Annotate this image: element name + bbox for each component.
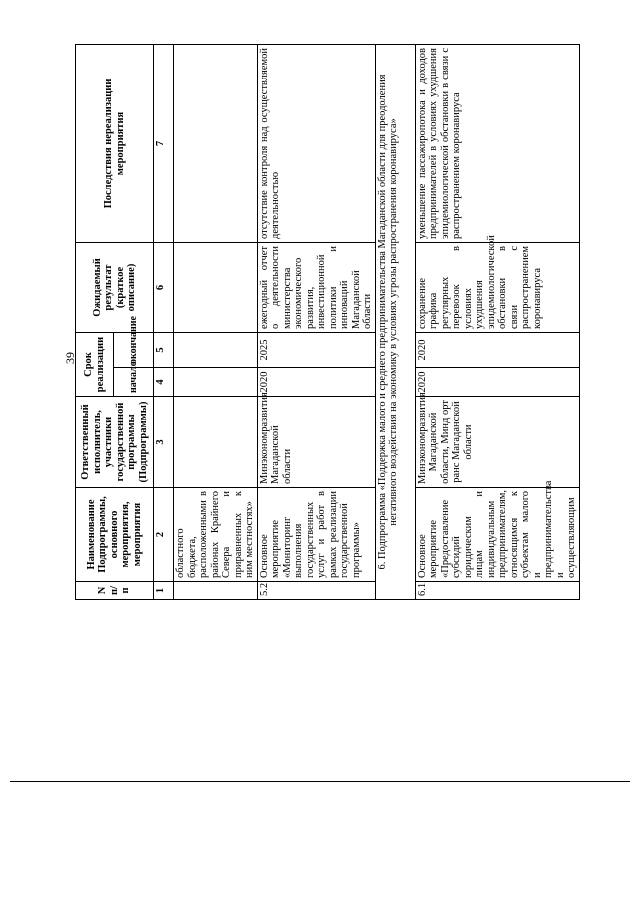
header-num: N п/п (76, 582, 154, 600)
row-start: 2020 (257, 368, 375, 397)
column-number: 7 (154, 45, 174, 243)
table-row (174, 45, 258, 600)
row-consequence: отсутствие контроля над осуществляемой деятельностью (257, 45, 375, 243)
row-executor: Минэкономразвития Магаданской области (257, 397, 375, 488)
header-executor: Ответственный исполнитель, участники государственной программы (Подпрограммы) (76, 397, 154, 488)
header-name: Наименование Подпрограммы, основного мероприятия, мероприятия (76, 488, 154, 582)
rotated-table-container (75, 45, 577, 600)
row-executor: Минэкономразвития Магаданской области, Минд орт ранс Магаданской области (415, 397, 579, 488)
row-start (174, 368, 258, 397)
column-number: 3 (154, 397, 174, 488)
row-name: областного бюджета, расположенными в районах Крайнего Севера и приравненных к ним местностях» (174, 488, 258, 582)
column-number: 6 (154, 243, 174, 333)
header-period: Срок реализации (76, 333, 114, 397)
column-number: 2 (154, 488, 174, 582)
row-name: Основное мероприятие «Мониторинг выполнения государственных услуг и работ в рамках реализации государственной программы» (257, 488, 375, 582)
column-number: 4 (154, 368, 174, 397)
table-row (415, 45, 579, 600)
page-number: 39 (63, 352, 77, 364)
header-row-1 (76, 45, 114, 600)
row-end: 2020 (415, 333, 579, 368)
header-result: Ожидаемый результат (краткое описание) (76, 243, 154, 333)
row-start: 2020 (415, 368, 579, 397)
table-row (257, 45, 375, 600)
row-result (174, 243, 258, 333)
row-result: сохранение графика регулярных перевозок в условиях ухудшения эпидемиологической обстановки в связи с распространением коронавируса (415, 243, 579, 333)
rotated-table-frame (75, 45, 577, 600)
column-number: 1 (154, 582, 174, 600)
header-consequence: Последствия нереализации мероприятия (76, 45, 154, 243)
row-num (174, 582, 258, 600)
header-start: начало (114, 368, 154, 397)
row-consequence (174, 45, 258, 243)
row-executor (174, 397, 258, 488)
program-schedule-table (75, 44, 580, 600)
header-end: окончание (114, 333, 154, 368)
row-end: 2025 (257, 333, 375, 368)
column-number-row (154, 45, 174, 600)
subprogram-row (375, 45, 415, 600)
row-num: 5.2. (257, 582, 375, 600)
footer-rule (10, 781, 630, 782)
column-number: 5 (154, 333, 174, 368)
row-name: Основное мероприятие «Предоставление субсидий юридическим лицам и индивидуальным предпринимателям, относящимся к субъектам малого и предпринимательства и осуществляющим (415, 488, 579, 582)
row-end (174, 333, 258, 368)
row-result: ежегодный отчет о деятельности министерства экономического развития, инвестиционной политики и инноваций Магаданской области (257, 243, 375, 333)
row-num: 6.1. (415, 582, 579, 600)
row-consequence: уменьшение пассажиропотока и доходов предпринимателей в условиях ухудшения эпидемиологической обстановки в связи с распространением коронавируса (415, 45, 579, 243)
subprogram-title: 6. Подпрограмма «Поддержка малого и среднего предпринимательства Магаданской области для преодоления негативного воздействия на экономику в условиях угрозы распространения коронавируса» (375, 45, 415, 600)
